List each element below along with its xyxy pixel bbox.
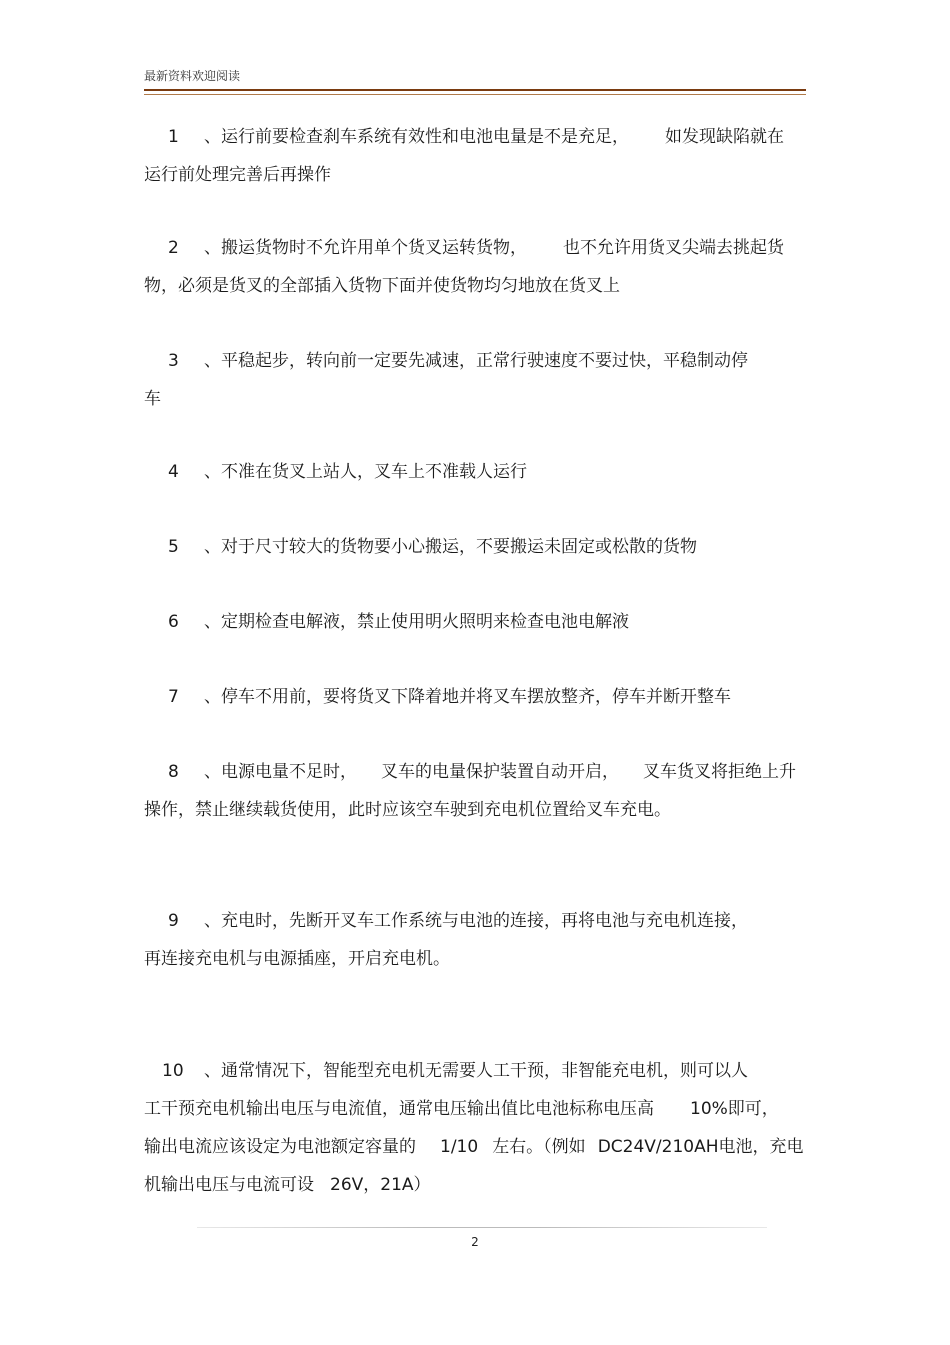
item-text: 工干预充电机输出电压与电流值，通常电压输出值比电池标称电压高 (144, 1099, 654, 1119)
list-item (144, 229, 808, 305)
item-line (144, 528, 808, 566)
list-item (144, 453, 808, 491)
item-text: 、定期检查电解液，禁止使用明火照明来检查电池电解液 (204, 612, 629, 632)
item-line (144, 1090, 808, 1128)
item-number: 4 (168, 462, 179, 482)
item-line (144, 453, 808, 491)
item-line (144, 229, 808, 267)
item-number: 2 (168, 238, 179, 258)
item-line (144, 753, 808, 791)
item-text: DC24V/210AH电池，充电 (597, 1137, 804, 1157)
item-text: 、停车不用前，要将货叉下降着地并将叉车摆放整齐，停车并断开整车 (204, 687, 731, 707)
item-text: 10%即可， (690, 1099, 779, 1119)
list-item (144, 902, 808, 978)
item-text: 如发现缺陷就在 (665, 127, 784, 147)
item-number: 3 (168, 351, 179, 371)
item-text: 也不允许用货叉尖端去挑起货 (563, 238, 784, 258)
item-text: 、对于尺寸较大的货物要小心搬运，不要搬运未固定或松散的货物 (204, 537, 697, 557)
item-text: 、运行前要检查刹车系统有效性和电池电量是不是充足， (204, 127, 629, 147)
item-line (144, 1166, 808, 1204)
item-text: 1/10 (440, 1137, 479, 1157)
item-line: 操作，禁止继续载货使用，此时应该空车驶到充电机位置给叉车充电。 (144, 800, 671, 820)
item-text: 输出电流应该设定为电池额定容量的 (144, 1137, 416, 1157)
item-line (144, 1128, 808, 1166)
item-text: 叉车的电量保护装置自动开启， (381, 762, 619, 782)
item-text: 26V，21A） (330, 1175, 431, 1195)
item-text: 、电源电量不足时， (204, 762, 357, 782)
list-item (144, 753, 808, 829)
item-text: 、通常情况下，智能型充电机无需要人工干预，非智能充电机，则可以人 (204, 1061, 748, 1081)
footer-rule (197, 1227, 767, 1228)
item-number: 1 (168, 127, 179, 147)
item-line (144, 1052, 808, 1090)
header-rule-thick (144, 89, 806, 91)
list-item (144, 118, 808, 194)
item-text: 、平稳起步，转向前一定要先减速，正常行驶速度不要过快，平稳制动停 (204, 351, 748, 371)
item-line: 车 (144, 389, 161, 409)
list-item (144, 678, 808, 716)
item-text: 叉车货叉将拒绝上升 (643, 762, 796, 782)
item-line (144, 603, 808, 641)
item-line (144, 902, 808, 940)
item-text: 、不准在货叉上站人，叉车上不准载人运行 (204, 462, 527, 482)
item-number: 7 (168, 687, 179, 707)
list-item (144, 342, 808, 418)
item-number: 6 (168, 612, 179, 632)
item-text: 、搬运货物时不允许用单个货叉运转货物， (204, 238, 527, 258)
item-line: 物，必须是货叉的全部插入货物下面并使货物均匀地放在货叉上 (144, 276, 620, 296)
item-line: 再连接充电机与电源插座，开启充电机。 (144, 949, 450, 969)
item-line (144, 342, 808, 380)
running-header: 最新资料欢迎阅读 (144, 69, 241, 83)
item-number: 10 (162, 1061, 184, 1081)
list-item (144, 603, 808, 641)
item-number: 9 (168, 911, 179, 931)
item-number: 8 (168, 762, 179, 782)
list-item (144, 528, 808, 566)
item-line (144, 118, 808, 156)
item-line (144, 678, 808, 716)
item-text: 左右。（例如 (492, 1137, 586, 1157)
item-text: 机输出电压与电流可设 (144, 1175, 314, 1195)
item-line: 运行前处理完善后再操作 (144, 165, 331, 185)
list-item (144, 1052, 808, 1204)
header-rule-thin (144, 94, 806, 95)
page-number: 2 (471, 1235, 479, 1249)
item-number: 5 (168, 537, 179, 557)
item-text: 、充电时，先断开叉车工作系统与电池的连接，再将电池与充电机连接， (204, 911, 748, 931)
